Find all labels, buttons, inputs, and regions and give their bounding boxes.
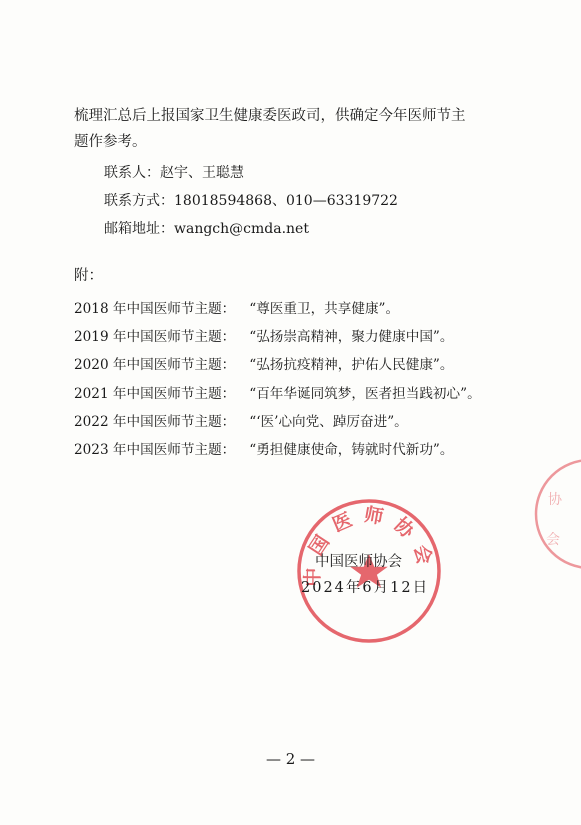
appendix-label: 附： bbox=[74, 268, 103, 284]
theme-text: “弘扬崇高精神，聚力健康中国”。 bbox=[249, 329, 454, 345]
contact-phone: 联系方式：18018594868、010—63319722 bbox=[104, 193, 398, 209]
theme-year: 2023 年中国医师节主题： bbox=[74, 442, 236, 458]
theme-row bbox=[74, 327, 453, 347]
theme-text: “尊医重卫，共享健康”。 bbox=[249, 301, 400, 317]
theme-text: “勇担健康使命，铸就时代新功”。 bbox=[249, 442, 454, 458]
svg-text:中国医师协会: 中国医师协会 bbox=[301, 503, 438, 587]
theme-row bbox=[74, 440, 453, 460]
theme-year: 2021 年中国医师节主题： bbox=[74, 386, 236, 402]
theme-year: 2022 年中国医师节主题： bbox=[74, 414, 236, 430]
paragraph-line-1: 梳理汇总后上报国家卫生健康委医政司，供确定今年医师节主 bbox=[74, 108, 466, 124]
theme-row bbox=[74, 384, 481, 404]
theme-row bbox=[74, 355, 453, 375]
theme-row bbox=[74, 299, 399, 319]
page-number: — 2 — bbox=[265, 750, 316, 768]
theme-text: “‘医’心向党、踔厉奋进”。 bbox=[249, 414, 408, 430]
partial-seal-icon bbox=[520, 458, 581, 570]
svg-text:会: 会 bbox=[546, 532, 560, 548]
theme-text: “百年华诞同筑梦，医者担当践初心”。 bbox=[249, 386, 481, 402]
theme-year: 2018 年中国医师节主题： bbox=[74, 301, 236, 317]
contact-email: 邮箱地址：wangch@cmda.net bbox=[104, 221, 309, 237]
signature-org: 中国医师协会 bbox=[315, 554, 402, 570]
contact-person: 联系人：赵宇、王聪慧 bbox=[104, 165, 244, 181]
theme-year: 2019 年中国医师节主题： bbox=[74, 329, 236, 345]
paragraph-line-2: 题作参考。 bbox=[74, 134, 147, 150]
theme-row bbox=[74, 412, 408, 432]
svg-text:协: 协 bbox=[548, 492, 562, 508]
theme-year: 2020 年中国医师节主题： bbox=[74, 357, 236, 373]
signature-date: 2024年6月12日 bbox=[301, 580, 430, 596]
theme-text: “弘扬抗疫精神，护佑人民健康”。 bbox=[249, 357, 454, 373]
